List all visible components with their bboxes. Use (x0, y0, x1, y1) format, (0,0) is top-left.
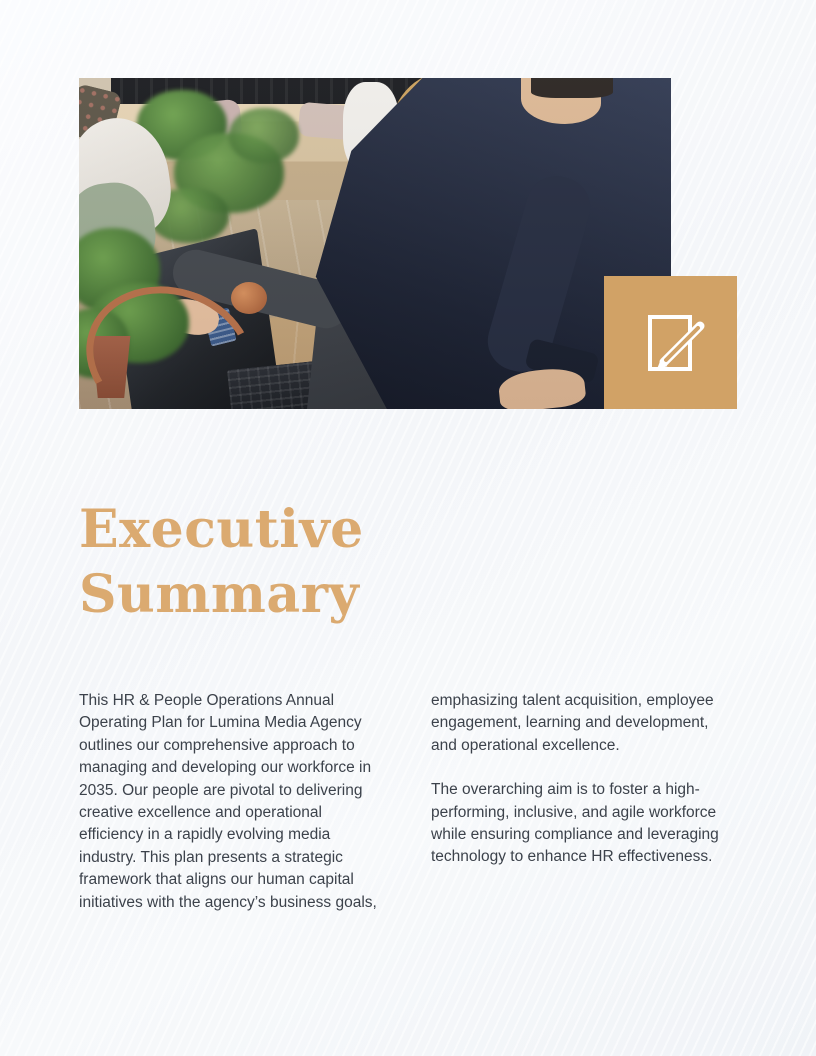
page-title (79, 497, 364, 627)
page-title-line-1: Executive (79, 499, 364, 560)
hero-photo (79, 78, 671, 409)
photo-tone-overlay (79, 78, 671, 409)
body-paragraph: emphasizing talent acquisition, employee engagement, learning and development, and operational excellence. (431, 692, 714, 754)
edit-compose-icon (604, 276, 737, 409)
body-paragraph: This HR & People Operations Annual Operating Plan for Lumina Media Agency outlines our comprehensive approach to managing and developing our workforce in 2035. Our people are pivotal to delivering creative excellence and operational efficiency in a rapidly evolving media industry. This plan presents a strategic framework that aligns our human capital initiatives with the agency’s business goals, (79, 692, 377, 911)
body-column-right (431, 690, 737, 914)
body-columns (79, 690, 737, 914)
page-title-line-2: Summary (79, 564, 360, 625)
body-paragraph: The overarching aim is to foster a high-performing, inclusive, and agile workforce while ensuring compliance and leveraging technology to enhance HR effectiveness. (431, 781, 719, 866)
accent-badge (604, 276, 737, 409)
body-column-left (79, 690, 379, 914)
